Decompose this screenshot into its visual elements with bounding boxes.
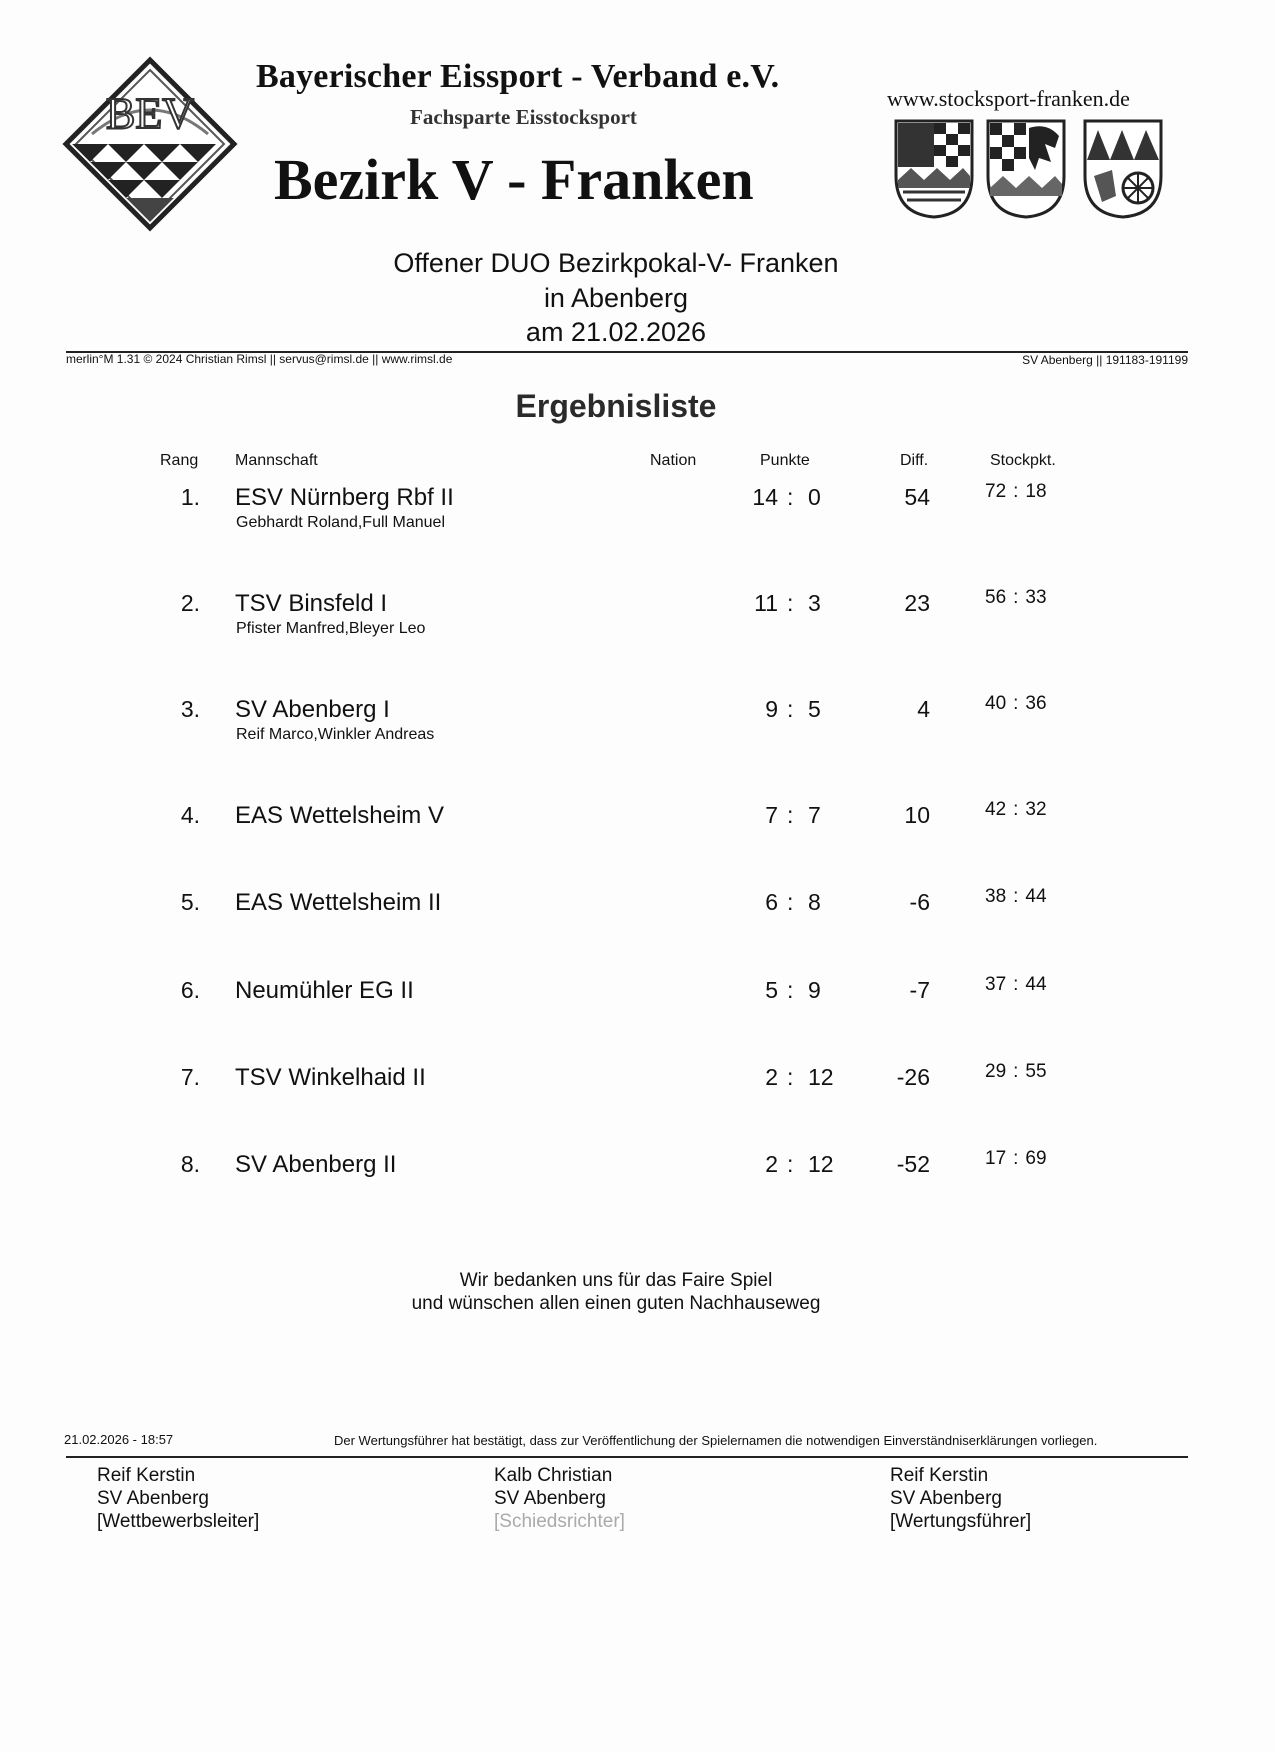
signature-club: SV Abenberg	[494, 1488, 606, 1509]
row-points-for: 2	[765, 1151, 778, 1177]
row-stock-against: 55	[1025, 1061, 1047, 1082]
row-diff: 10	[904, 802, 930, 828]
row-stock-for: 29	[985, 1061, 1007, 1082]
closing-line-1: Wir bedanken uns für das Faire Spiel	[459, 1270, 773, 1291]
row-diff: -26	[896, 1064, 930, 1090]
row-points-for: 9	[765, 696, 778, 722]
org-subtitle: Fachsparte Eisstocksport	[410, 105, 637, 129]
row-players: Pfister Manfred,Bleyer Leo	[236, 620, 426, 637]
footer-divider	[66, 1456, 1188, 1458]
stock-separator: :	[1013, 1061, 1019, 1082]
result-row	[0, 799, 1275, 862]
points-separator: :	[787, 802, 794, 828]
row-stock-for: 37	[985, 974, 1007, 995]
result-row	[0, 693, 1275, 756]
row-stock-for: 40	[985, 693, 1007, 714]
signature-name: Reif Kerstin	[97, 1465, 196, 1486]
row-points-for: 6	[765, 889, 778, 915]
column-header-points: Punkte	[760, 452, 810, 469]
stock-separator: :	[1013, 693, 1019, 714]
row-diff: -52	[896, 1151, 930, 1177]
stock-separator: :	[1013, 587, 1019, 608]
row-stock-for: 56	[985, 587, 1007, 608]
row-stock	[985, 587, 1047, 609]
row-points-for: 11	[754, 590, 778, 616]
bev-logo	[62, 56, 238, 232]
column-header-diff: Diff.	[900, 452, 929, 469]
points-separator: :	[787, 484, 794, 510]
row-team: TSV Winkelhaid II	[235, 1064, 426, 1091]
points-separator: :	[787, 977, 794, 1003]
row-stock-against: 36	[1025, 693, 1047, 714]
points-separator: :	[787, 889, 794, 915]
stock-separator: :	[1013, 481, 1019, 502]
points-separator: :	[787, 590, 794, 616]
event-place: in Abenberg	[543, 283, 689, 313]
signature-name: Kalb Christian	[494, 1465, 613, 1486]
row-points-against: 12	[808, 1151, 834, 1177]
consent-note: Der Wertungsführer hat bestätigt, dass zur Veröffentlichung der Spielernamen die notwendigen Einverständniserklärungen vorliegen.	[334, 1433, 1098, 1448]
row-stock-against: 18	[1025, 481, 1047, 502]
column-header-nation: Nation	[650, 452, 697, 469]
row-stock	[985, 693, 1047, 715]
stock-separator: :	[1013, 1148, 1019, 1169]
software-credit: merlin°M 1.31 © 2024 Christian Rimsl || servus@rimsl.de || www.rimsl.de	[66, 352, 453, 366]
signature-role: [Wertungsführer]	[890, 1511, 1032, 1532]
row-points-against: 5	[808, 696, 821, 722]
crest-upper-franconia-icon	[893, 118, 975, 220]
row-team: SV Abenberg II	[235, 1151, 397, 1178]
row-stock-against: 33	[1025, 587, 1047, 608]
row-diff: 4	[917, 696, 930, 722]
crest-middle-franconia-icon	[985, 118, 1067, 220]
signature-block-referee	[494, 1464, 625, 1533]
result-row	[0, 481, 1275, 544]
points-separator: :	[787, 696, 794, 722]
column-header-rank: Rang	[160, 452, 199, 469]
row-points-against: 3	[808, 590, 821, 616]
row-stock	[985, 974, 1047, 996]
signature-role: [Wettbewerbsleiter]	[97, 1511, 260, 1532]
row-rank: 4.	[180, 802, 200, 828]
column-header-team: Mannschaft	[235, 452, 318, 469]
result-row	[0, 1061, 1275, 1124]
row-points-against: 0	[808, 484, 821, 510]
row-players: Reif Marco,Winkler Andreas	[236, 726, 435, 743]
row-diff: -6	[909, 889, 930, 915]
row-rank: 2.	[180, 590, 200, 616]
row-rank: 5.	[180, 889, 200, 915]
row-stock	[985, 481, 1047, 503]
column-header-stock: Stockpkt.	[990, 452, 1056, 469]
result-row	[0, 587, 1275, 650]
points-separator: :	[787, 1064, 794, 1090]
signature-block-competition-lead	[97, 1464, 259, 1533]
stock-separator: :	[1013, 974, 1019, 995]
row-team: SV Abenberg I	[235, 696, 390, 723]
signature-club: SV Abenberg	[97, 1488, 209, 1509]
row-diff: -7	[909, 977, 930, 1003]
row-rank: 1.	[180, 484, 200, 510]
row-stock-for: 17	[985, 1148, 1007, 1169]
row-points-for: 7	[765, 802, 778, 828]
row-rank: 7.	[180, 1064, 200, 1090]
signature-block-scorekeeper	[890, 1464, 1031, 1533]
event-title: Offener DUO Bezirkpokal-V- Franken	[393, 248, 839, 278]
club-id: SV Abenberg || 191183-191199	[1022, 353, 1188, 367]
signature-club: SV Abenberg	[890, 1488, 1002, 1509]
row-points-for: 14	[752, 484, 778, 510]
row-points-against: 7	[808, 802, 821, 828]
closing-line-2: und wünschen allen einen guten Nachhauseweg	[411, 1293, 821, 1314]
row-stock-for: 38	[985, 886, 1007, 907]
row-stock-against: 32	[1025, 799, 1047, 820]
row-points-against: 9	[808, 977, 821, 1003]
region-title: Bezirk V - Franken	[274, 147, 754, 212]
result-row	[0, 886, 1275, 949]
website-url: www.stocksport-franken.de	[887, 86, 1130, 111]
row-points-against: 8	[808, 889, 821, 915]
crest-lower-franconia-icon	[1082, 118, 1164, 220]
result-row	[0, 974, 1275, 1037]
row-stock-against: 44	[1025, 974, 1047, 995]
row-stock-for: 42	[985, 799, 1007, 820]
row-stock	[985, 1061, 1047, 1083]
logo-text: BEV	[106, 89, 194, 138]
row-stock-against: 44	[1025, 886, 1047, 907]
row-team: TSV Binsfeld I	[235, 590, 388, 617]
row-stock-for: 72	[985, 481, 1007, 502]
row-stock	[985, 799, 1047, 821]
row-rank: 3.	[180, 696, 200, 722]
row-team: EAS Wettelsheim V	[235, 802, 444, 829]
row-diff: 23	[904, 590, 930, 616]
points-separator: :	[787, 1151, 794, 1177]
row-team: EAS Wettelsheim II	[235, 889, 442, 916]
results-heading: Ergebnisliste	[515, 388, 717, 424]
row-team: Neumühler EG II	[235, 977, 414, 1004]
row-rank: 6.	[180, 977, 200, 1003]
row-stock-against: 69	[1025, 1148, 1047, 1169]
signature-name: Reif Kerstin	[890, 1465, 989, 1486]
row-stock	[985, 886, 1047, 908]
org-title: Bayerischer Eissport - Verband e.V.	[256, 58, 780, 95]
row-points-for: 5	[765, 977, 778, 1003]
row-diff: 54	[904, 484, 930, 510]
signature-role: [Schiedsrichter]	[494, 1511, 625, 1532]
stock-separator: :	[1013, 886, 1019, 907]
row-stock	[985, 1148, 1047, 1170]
result-row	[0, 1148, 1275, 1211]
stock-separator: :	[1013, 799, 1019, 820]
event-date: am 21.02.2026	[525, 317, 707, 347]
row-team: ESV Nürnberg Rbf II	[235, 484, 454, 511]
print-datetime: 21.02.2026 - 18:57	[64, 1432, 174, 1447]
row-rank: 8.	[180, 1151, 200, 1177]
row-points-for: 2	[765, 1064, 778, 1090]
row-players: Gebhardt Roland,Full Manuel	[236, 514, 446, 531]
row-points-against: 12	[808, 1064, 834, 1090]
